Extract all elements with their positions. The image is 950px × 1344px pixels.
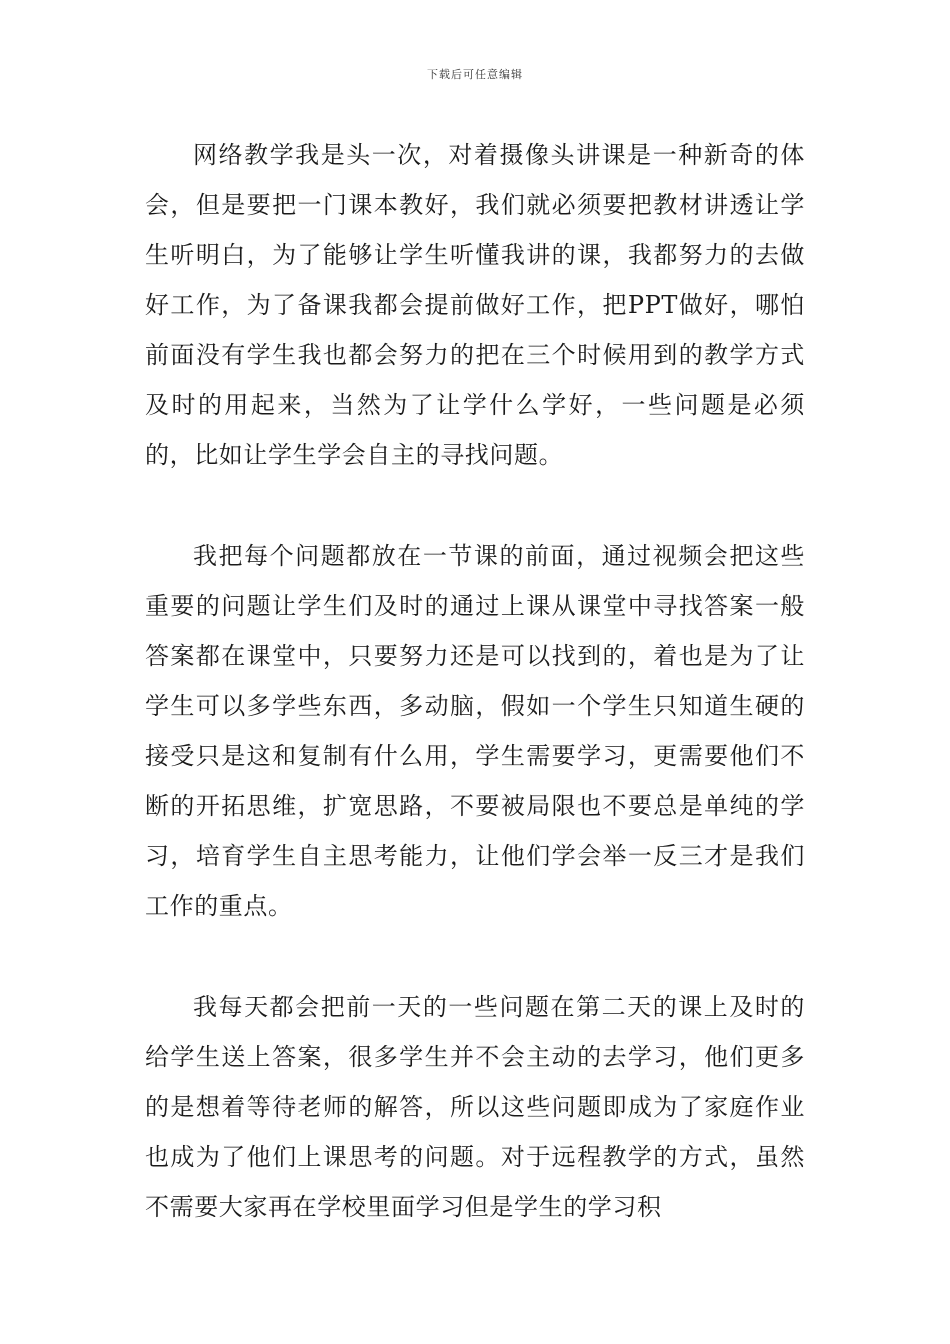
page-header-note: 下载后可任意编辑 [427, 68, 523, 81]
paragraph-1: 网络教学我是头一次，对着摄像头讲课是一种新奇的体会，但是要把一门课本教好，我们就必须要把教材讲透让学生听明白，为了能够让学生听懂我讲的课，我都努力的去做好工作，为了备课我都会提前做好工作，把PPT做好，哪怕前面没有学生我也都会努力的把在三个时候用到的教学方式及时的用起来，当然为了让学什么学好，一些问题是必须的，比如让学生学会自主的寻找问题。 [145, 141, 805, 469]
paragraph-2: 我把每个问题都放在一节课的前面，通过视频会把这些重要的问题让学生们及时的通过上课从课堂中寻找答案一般答案都在课堂中，只要努力还是可以找到的，着也是为了让学生可以多学些东西，多动脑，假如一个学生只知道生硬的接受只是这和复制有什么用，学生需要学习，更需要他们不断的开拓思维，扩宽思路，不要被局限也不要总是单纯的学习，培育学生自主思考能力，让他们学会举一反三才是我们工作的重点。 [145, 542, 805, 920]
document-body [145, 130, 805, 1232]
paragraph-3: 我每天都会把前一天的一些问题在第二天的课上及时的给学生送上答案，很多学生并不会主动的去学习，他们更多的是想着等待老师的解答，所以这些问题即成为了家庭作业也成为了他们上课思考的问题。对于远程教学的方式，虽然不需要大家再在学校里面学习但是学生的学习积 [145, 993, 805, 1221]
